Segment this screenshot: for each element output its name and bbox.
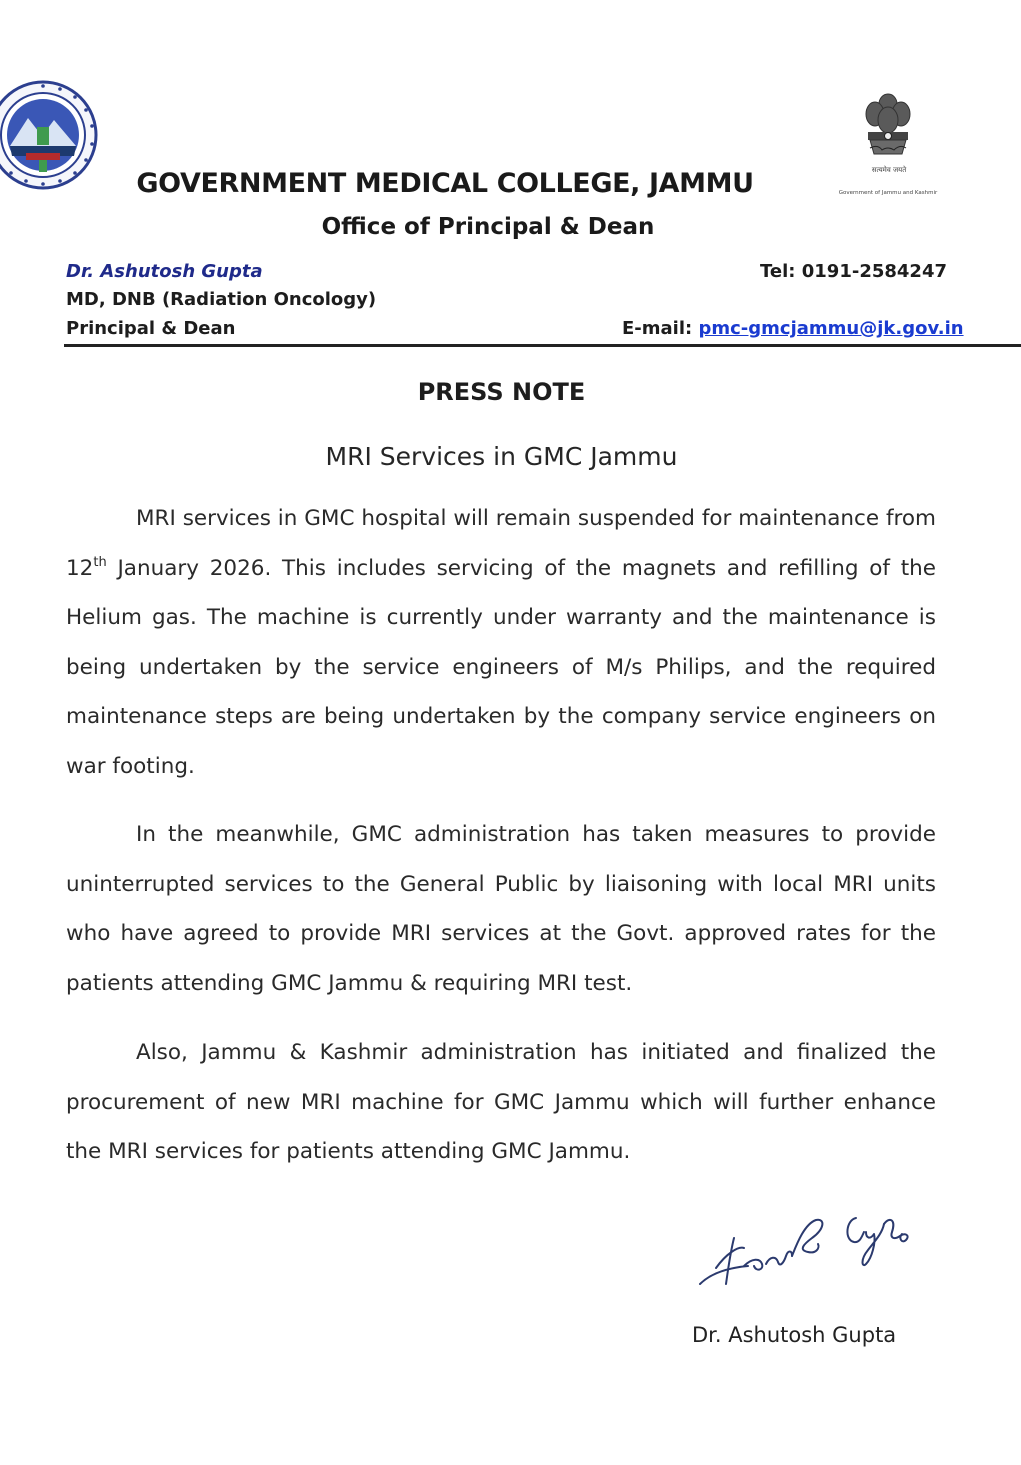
principal-qualifications: MD, DNB (Radiation Oncology) xyxy=(66,289,377,310)
tel-value: 0191-2584247 xyxy=(801,261,947,282)
college-logo xyxy=(0,80,104,190)
signatory-name: Dr. Ashutosh Gupta xyxy=(692,1323,897,1347)
government-caption: Government of Jammu and Kashmir xyxy=(838,190,938,196)
office-subtitle: Office of Principal & Dean xyxy=(321,214,655,240)
principal-designation: Principal & Dean xyxy=(66,318,236,339)
email-link[interactable]: pmc-gmcjammu@jk.gov.in xyxy=(698,318,964,339)
paragraph-1-start: MRI services in GMC hospital will remain suspended for maintenance from 12 xyxy=(66,506,936,581)
national-emblem-icon xyxy=(858,90,918,176)
emblem-motto: सत्यमेव जयते xyxy=(871,166,907,174)
telephone xyxy=(760,261,947,282)
paragraph-1-rest: January 2026. This includes servicing of the magnets and refilling of the Helium gas. The machine is currently under warranty and the maintenance is being undertaken by the service engineers of M/s Philips, and the required maintenance steps are being undertaken by the company service engineers on war footing. xyxy=(66,555,936,779)
college-title: GOVERNMENT MEDICAL COLLEGE, JAMMU xyxy=(136,168,754,199)
tel-label: Tel: xyxy=(760,261,796,282)
principal-name: Dr. Ashutosh Gupta xyxy=(66,261,263,282)
signature xyxy=(696,1208,916,1290)
paragraph-1 xyxy=(66,494,936,791)
paragraph-3: Also, Jammu & Kashmir administration has initiated and finalized the procurement of new MRI machine for GMC Jammu which will further enhance the MRI services for patients attending GMC Jammu. xyxy=(66,1040,936,1164)
press-note-heading: PRESS NOTE xyxy=(417,378,586,406)
email-label: E-mail: xyxy=(622,318,693,339)
header-divider xyxy=(64,344,1021,347)
ordinal-suffix: th xyxy=(93,554,107,570)
subject-line: MRI Services in GMC Jammu xyxy=(325,442,678,471)
paragraph-2: In the meanwhile, GMC administration has taken measures to provide uninterrupted services to the General Public by liaisoning with local MRI units who have agreed to provide MRI services at the Govt. approved rates for the patients attending GMC Jammu & requiring MRI test. xyxy=(66,822,936,996)
email xyxy=(622,318,964,339)
